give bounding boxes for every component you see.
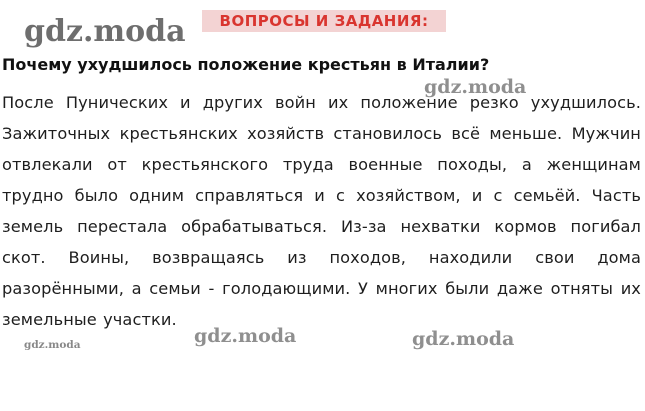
watermark-logo: gdz.moda (24, 339, 81, 351)
section-header-badge (202, 10, 446, 32)
question-title: Почему ухудшилось положение крестьян в Италии? (2, 55, 490, 74)
watermark-logo: gdz.moda (24, 14, 186, 49)
answer-text: После Пунических и других войн их положение резко ухудшилось. Зажиточных крестьянских хозяйств становилось всё меньше. Мужчин отвлекали от крестьянского труда военные походы, а женщинам трудно было одним справляться и с хозяйством, и с семьёй. Часть земель перестала обрабатываться. Из-за нехватки кормов погибал скот. Воины, возвращаясь из походов, находили свои дома разорёнными, а семьи - голодающими. У многих были даже отняты их земельные участки. (2, 93, 641, 329)
section-header-label: ВОПРОСЫ И ЗАДАНИЯ: (219, 12, 429, 30)
watermark-logo: gdz.moda (424, 76, 527, 98)
watermark-logo: gdz.moda (194, 325, 297, 347)
watermark-logo: gdz.moda (412, 328, 515, 350)
